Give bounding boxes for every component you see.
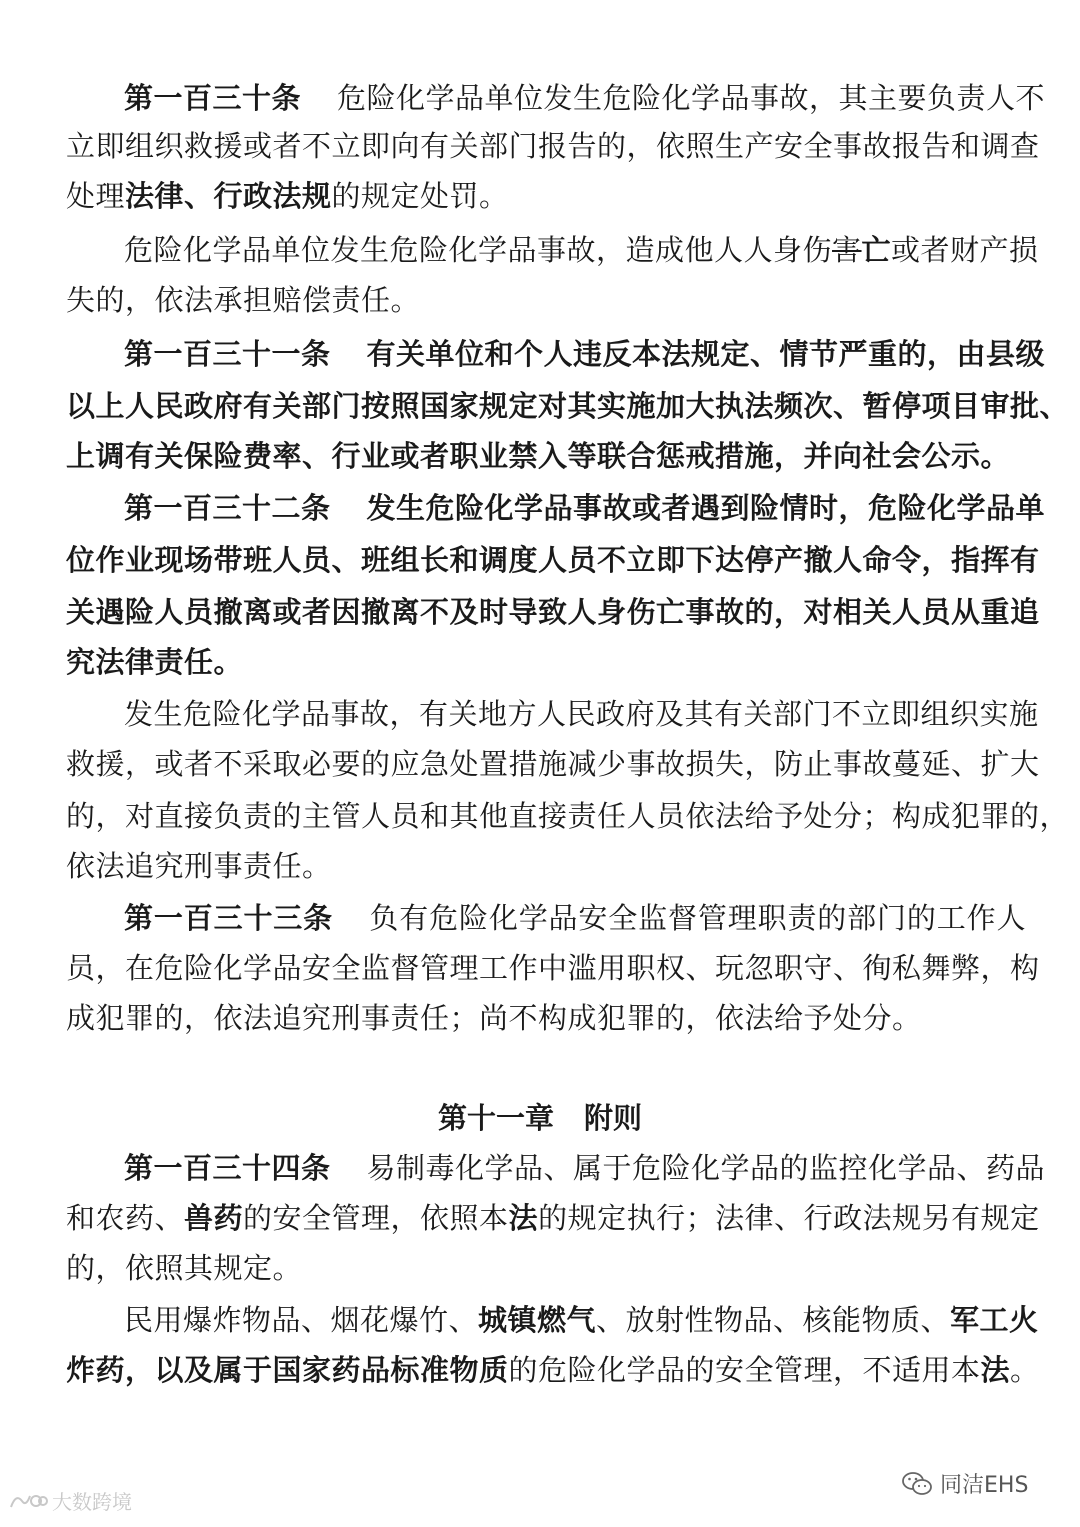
article-130-bold-text: 法律、行政法规 <box>125 179 332 213</box>
watermark-left-text: 大数跨境 <box>52 1490 132 1514</box>
chapter-heading <box>0 1096 1080 1140</box>
article-132-para2-line-4: 依法追究刑事责任。 <box>66 849 332 883</box>
article-130-text: 危险化学品单位发生危险化学品事故，其主要负责人不 <box>337 81 1046 115</box>
article-130-text: 或者财产损 <box>891 233 1039 267</box>
article-132-line-3: 关遇险人员撤离或者因撤离不及时导致人身伤亡事故的，对相关人员从重追 <box>66 595 1040 629</box>
article-134-line-1 <box>124 1146 1046 1190</box>
article-133-text: 负有危险化学品安全监督管理职责的部门的工作人 <box>369 901 1026 935</box>
article-132-line-4: 究法律责任。 <box>66 645 244 679</box>
article-131-heading: 第一百三十一条 <box>124 337 331 371</box>
article-132-para2-line-2: 救援，或者不采取必要的应急处置措施减少事故损失，防止事故蔓延、扩大 <box>66 747 1040 781</box>
article-130-text: 处理 <box>66 179 126 213</box>
article-130-line-3 <box>66 174 1026 218</box>
article-133-line-3: 成犯罪的，依法追究刑事责任；尚不构成犯罪的，依法给予处分。 <box>66 1001 922 1035</box>
article-132-line-2: 位作业现场带班人员、班组长和调度人员不立即下达停产撤人命令，指挥有 <box>66 543 1040 577</box>
article-130-line-1 <box>124 76 1046 120</box>
article-134-bold-text: 军工火 <box>950 1303 1039 1337</box>
article-134-bold-text: 兽药 <box>184 1201 244 1235</box>
article-131-line-2: 以上人民政府有关部门按照国家规定对其实施加大执法频次、暂停项目审批、 <box>66 389 1070 423</box>
watermark-right-text: 同洁EHS <box>940 1473 1029 1498</box>
article-130-para2-line-2: 失的，依法承担赔偿责任。 <box>66 283 421 317</box>
chapter-title: 附则 <box>584 1101 643 1135</box>
article-130-para2-line-1 <box>124 228 1039 272</box>
article-134-text: 的安全管理，依照本 <box>243 1201 509 1235</box>
wechat-icon <box>902 1471 932 1497</box>
watermark-right <box>902 1468 1028 1499</box>
article-134-heading: 第一百三十四条 <box>124 1151 331 1185</box>
article-131-line-3: 上调有关保险费率、行业或者职业禁入等联合惩戒措施，并向社会公示。 <box>66 439 1011 473</box>
article-134-text: 的规定执行；法律、行政法规另有规定 <box>538 1201 1040 1235</box>
chapter-number: 第十一章 <box>437 1101 554 1135</box>
brand-logo-icon <box>8 1490 48 1512</box>
article-133-heading: 第一百三十三条 <box>124 901 334 935</box>
article-134-text: 的危险化学品的安全管理，不适用本 <box>508 1353 981 1387</box>
article-133-line-2: 员，在危险化学品安全监督管理工作中滥用职权、玩忽职守、徇私舞弊，构 <box>66 951 1040 985</box>
article-130-text: 的规定处罚。 <box>331 179 509 213</box>
watermark-left <box>8 1486 132 1515</box>
article-134-para2-line-2 <box>66 1348 1040 1392</box>
article-133-line-1 <box>124 896 1026 940</box>
article-131-text: 有关单位和个人违反本法规定、情节严重的，由县级 <box>366 337 1046 371</box>
struck-through-text: 害 <box>832 233 862 267</box>
article-132-text: 发生危险化学品事故或者遇到险情时，危险化学品单 <box>366 491 1046 525</box>
article-134-bold-text: 法 <box>508 1201 539 1235</box>
article-132-line-1 <box>124 486 1046 530</box>
article-132-para2-line-1: 发生危险化学品事故，有关地方人民政府及其有关部门不立即组织实施 <box>124 697 1039 731</box>
article-134-line-3: 的，依照其规定。 <box>66 1251 303 1285</box>
inserted-text: 亡 <box>861 233 892 267</box>
article-134-text: 、放射性物品、核能物质、 <box>596 1303 951 1337</box>
article-132-heading: 第一百三十二条 <box>124 491 331 525</box>
article-130-heading: 第一百三十条 <box>124 81 302 115</box>
article-130-line-2: 立即组织救援或者不立即向有关部门报告的，依照生产安全事故报告和调查 <box>66 129 1040 163</box>
article-134-text: 民用爆炸物品、烟花爆竹、 <box>124 1303 479 1337</box>
article-134-bold-text: 城镇燃气 <box>478 1303 597 1337</box>
article-132-para2-line-3: 的，对直接负责的主管人员和其他直接责任人员依法给予处分；构成犯罪的， <box>66 799 1070 833</box>
article-134-text: 易制毒化学品、属于危险化学品的监控化学品、药品 <box>366 1151 1046 1185</box>
article-134-line-2 <box>66 1196 1040 1240</box>
article-134-text: 。 <box>1010 1353 1040 1387</box>
article-131-line-1 <box>124 332 1046 376</box>
article-134-para2-line-1 <box>124 1298 1039 1342</box>
article-134-bold-text: 法 <box>980 1353 1011 1387</box>
article-130-text: 危险化学品单位发生危险化学品事故，造成他人人身伤 <box>124 233 833 267</box>
article-134-text: 和农药、 <box>66 1201 185 1235</box>
article-134-bold-text: 炸药，以及属于国家药品标准物质 <box>66 1353 509 1387</box>
